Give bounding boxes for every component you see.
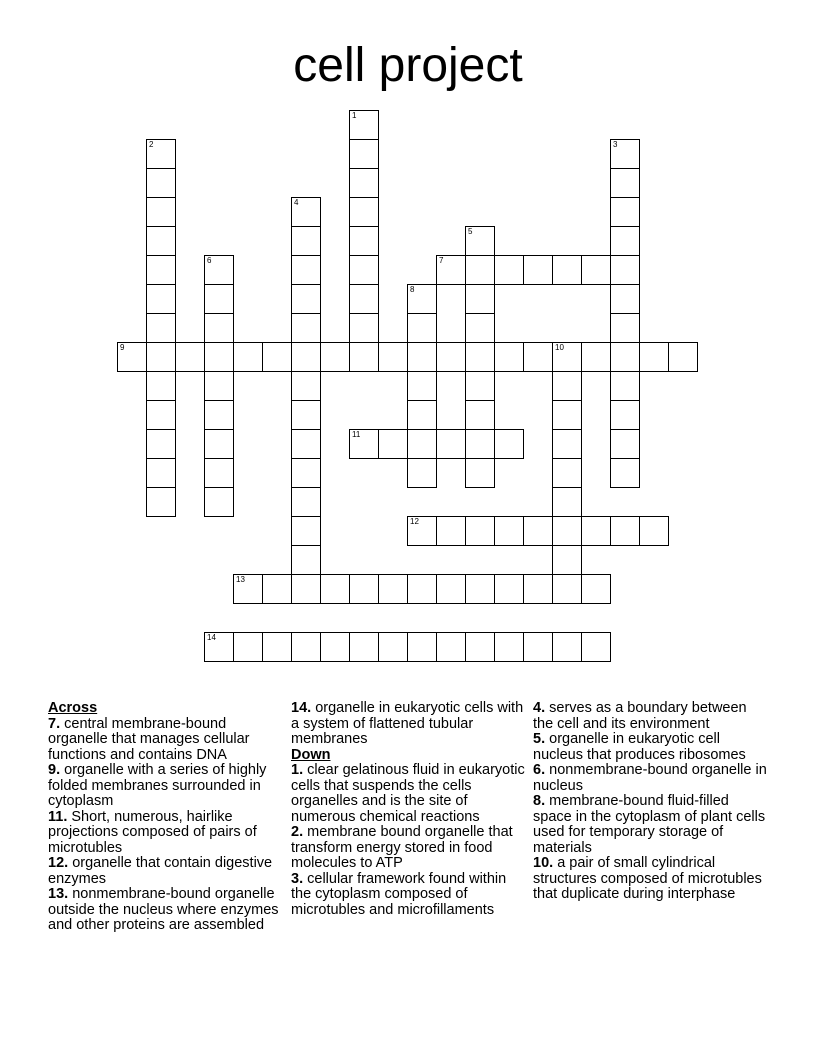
grid-cell[interactable] — [610, 458, 640, 488]
grid-cell[interactable] — [610, 400, 640, 430]
grid-cell[interactable] — [494, 429, 524, 459]
grid-cell[interactable] — [233, 574, 263, 604]
clue-down-1: 1. clear gelatinous fluid in eukaryotic cells that suspends the cells organelles and is the site of numerous chemical reactions — [291, 762, 525, 825]
grid-cell[interactable] — [436, 516, 466, 546]
grid-cell[interactable] — [291, 371, 321, 401]
grid-cell[interactable] — [291, 545, 321, 575]
grid-cell[interactable] — [552, 574, 582, 604]
clues-column-3 — [533, 701, 769, 903]
clue-number: 12 — [410, 517, 419, 526]
grid-cell[interactable] — [204, 255, 234, 285]
grid-cell[interactable] — [523, 516, 553, 546]
grid-cell[interactable] — [610, 168, 640, 198]
grid-cell[interactable] — [349, 226, 379, 256]
grid-cell[interactable] — [320, 342, 350, 372]
grid-cell[interactable] — [146, 458, 176, 488]
grid-cell[interactable] — [494, 342, 524, 372]
grid-cell[interactable] — [204, 284, 234, 314]
grid-cell[interactable] — [204, 342, 234, 372]
grid-cell[interactable] — [291, 400, 321, 430]
grid-cell[interactable] — [204, 487, 234, 517]
grid-cell[interactable] — [552, 255, 582, 285]
grid-cell[interactable] — [291, 255, 321, 285]
grid-cell[interactable] — [407, 516, 437, 546]
grid-cell[interactable] — [465, 255, 495, 285]
grid-cell[interactable] — [378, 574, 408, 604]
clue-number: 5 — [468, 227, 473, 236]
grid-cell[interactable] — [581, 516, 611, 546]
grid-cell[interactable] — [204, 313, 234, 343]
grid-cell[interactable] — [378, 429, 408, 459]
grid-cell[interactable] — [610, 197, 640, 227]
clue-number: 2 — [149, 140, 154, 149]
grid-cell[interactable] — [610, 342, 640, 372]
grid-cell[interactable] — [349, 197, 379, 227]
grid-cell[interactable] — [349, 255, 379, 285]
grid-cell[interactable] — [233, 632, 263, 662]
grid-cell[interactable] — [378, 632, 408, 662]
grid-cell[interactable] — [262, 632, 292, 662]
clue-down-10: 10. a pair of small cylindrical structures composed of microtubles that duplicate during interphase — [533, 855, 762, 902]
grid-cell[interactable] — [146, 284, 176, 314]
grid-cell[interactable] — [407, 458, 437, 488]
grid-cell[interactable] — [552, 516, 582, 546]
grid-cell[interactable] — [610, 284, 640, 314]
grid-cell[interactable] — [204, 400, 234, 430]
grid-cell[interactable] — [581, 342, 611, 372]
grid-cell[interactable] — [291, 458, 321, 488]
grid-cell[interactable] — [407, 632, 437, 662]
clue-across-11: 11. Short, numerous, hairlike projections composed of pairs of microtubles — [48, 808, 257, 856]
grid-cell[interactable] — [552, 545, 582, 575]
grid-cell[interactable] — [146, 197, 176, 227]
grid-cell[interactable] — [407, 284, 437, 314]
grid-cell[interactable] — [610, 139, 640, 169]
clue-across-12: 12. organelle that contain digestive enzymes — [48, 855, 273, 887]
clue-number: 8 — [410, 285, 415, 294]
grid-cell[interactable] — [465, 400, 495, 430]
grid-cell[interactable] — [610, 516, 640, 546]
grid-cell[interactable] — [291, 574, 321, 604]
grid-cell[interactable] — [523, 632, 553, 662]
grid-cell[interactable] — [146, 487, 176, 517]
grid-cell[interactable] — [407, 574, 437, 604]
grid-cell[interactable] — [146, 400, 176, 430]
grid-cell[interactable] — [465, 574, 495, 604]
clue-number: 7 — [439, 256, 444, 265]
grid-cell[interactable] — [378, 342, 408, 372]
grid-cell[interactable] — [552, 632, 582, 662]
grid-cell[interactable] — [146, 226, 176, 256]
grid-cell[interactable] — [146, 429, 176, 459]
grid-cell[interactable] — [610, 255, 640, 285]
grid-cell[interactable] — [233, 342, 263, 372]
grid-cell[interactable] — [436, 574, 466, 604]
grid-cell[interactable] — [204, 458, 234, 488]
clue-down-3: 3. cellular framework found within the cytoplasm composed of microtubles and microfillaments — [291, 870, 507, 918]
grid-cell[interactable] — [320, 632, 350, 662]
grid-cell[interactable] — [465, 284, 495, 314]
clue-number: 13 — [236, 575, 245, 584]
grid-cell[interactable] — [552, 429, 582, 459]
grid-cell[interactable] — [291, 284, 321, 314]
grid-cell[interactable] — [349, 313, 379, 343]
grid-cell[interactable] — [349, 110, 379, 140]
grid-cell[interactable] — [552, 342, 582, 372]
grid-cell[interactable] — [291, 342, 321, 372]
grid-cell[interactable] — [465, 371, 495, 401]
grid-cell[interactable] — [291, 632, 321, 662]
grid-cell[interactable] — [407, 371, 437, 401]
grid-cell[interactable] — [465, 342, 495, 372]
clue-number: 14 — [207, 633, 216, 642]
grid-cell[interactable] — [610, 226, 640, 256]
clue-number: 4 — [294, 198, 299, 207]
grid-cell[interactable] — [465, 429, 495, 459]
grid-cell[interactable] — [639, 342, 669, 372]
grid-cell[interactable] — [610, 313, 640, 343]
grid-cell[interactable] — [581, 574, 611, 604]
grid-cell[interactable] — [146, 342, 176, 372]
grid-cell[interactable] — [204, 632, 234, 662]
clues-column-2 — [291, 701, 527, 918]
grid-cell[interactable] — [494, 574, 524, 604]
clue-number: 3 — [613, 140, 618, 149]
grid-cell[interactable] — [204, 429, 234, 459]
grid-cell[interactable] — [349, 574, 379, 604]
grid-cell[interactable] — [523, 342, 553, 372]
grid-cell[interactable] — [552, 371, 582, 401]
grid-cell[interactable] — [494, 255, 524, 285]
grid-cell[interactable] — [407, 342, 437, 372]
clue-down-5: 5. organelle in eukaryotic cell nucleus that produces ribosomes — [533, 731, 746, 763]
grid-cell[interactable] — [262, 574, 292, 604]
grid-cell[interactable] — [349, 342, 379, 372]
grid-cell[interactable] — [407, 429, 437, 459]
grid-cell[interactable] — [291, 487, 321, 517]
grid-cell[interactable] — [291, 197, 321, 227]
across-heading: Across — [48, 700, 98, 716]
grid-cell[interactable] — [117, 342, 147, 372]
grid-cell[interactable] — [436, 255, 466, 285]
grid-cell[interactable] — [523, 255, 553, 285]
clue-number: 9 — [120, 343, 125, 352]
grid-cell[interactable] — [465, 632, 495, 662]
grid-cell[interactable] — [465, 458, 495, 488]
clue-down-2: 2. membrane bound organelle that transform energy stored in food molecules to ATP — [291, 824, 513, 871]
clue-number: 10 — [555, 343, 564, 352]
grid-cell[interactable] — [262, 342, 292, 372]
grid-cell[interactable] — [639, 516, 669, 546]
clue-number: 6 — [207, 256, 212, 265]
grid-cell[interactable] — [407, 400, 437, 430]
clue-across-14: 14. organelle in eukaryotic cells with a system of flattened tubular membranes — [291, 700, 524, 747]
grid-cell[interactable] — [349, 632, 379, 662]
grid-cell[interactable] — [436, 342, 466, 372]
grid-cell[interactable] — [436, 429, 466, 459]
grid-cell[interactable] — [291, 429, 321, 459]
grid-cell[interactable] — [175, 342, 205, 372]
grid-cell[interactable] — [407, 313, 437, 343]
grid-cell[interactable] — [146, 168, 176, 198]
grid-cell[interactable] — [552, 400, 582, 430]
grid-cell[interactable] — [581, 255, 611, 285]
grid-cell[interactable] — [668, 342, 698, 372]
grid-cell[interactable] — [465, 226, 495, 256]
clue-down-8: 8. membrane-bound fluid-filled space in the cytoplasm of plant cells used for temporary storage of materials — [533, 793, 766, 856]
page-title: cell project — [293, 39, 523, 92]
grid-cell[interactable] — [465, 313, 495, 343]
grid-cell[interactable] — [523, 574, 553, 604]
grid-cell[interactable] — [465, 516, 495, 546]
grid-cell[interactable] — [146, 255, 176, 285]
grid-cell[interactable] — [291, 313, 321, 343]
grid-cell[interactable] — [552, 458, 582, 488]
grid-cell[interactable] — [146, 371, 176, 401]
grid-cell[interactable] — [291, 516, 321, 546]
grid-cell[interactable] — [610, 371, 640, 401]
clue-across-13: 13. nonmembrane-bound organelle outside the nucleus where enzymes and other proteins are assembled — [48, 886, 279, 933]
grid-cell[interactable] — [610, 429, 640, 459]
grid-cell[interactable] — [494, 516, 524, 546]
grid-cell[interactable] — [552, 487, 582, 517]
grid-cell[interactable] — [291, 226, 321, 256]
clue-across-9: 9. organelle with a series of highly folded membranes surrounded in cytoplasm — [48, 762, 267, 809]
grid-cell[interactable] — [349, 284, 379, 314]
clue-number: 11 — [352, 430, 361, 439]
clue-across-7: 7. central membrane-bound organelle that manages cellular functions and contains DNA — [48, 715, 250, 763]
grid-cell[interactable] — [146, 139, 176, 169]
grid-cell[interactable] — [146, 313, 176, 343]
grid-cell[interactable] — [494, 632, 524, 662]
clue-down-4: 4. serves as a boundary between the cell and its environment — [533, 700, 747, 732]
grid-cell[interactable] — [320, 574, 350, 604]
grid-cell[interactable] — [349, 429, 379, 459]
clues-column-1 — [48, 701, 284, 934]
grid-cell[interactable] — [349, 139, 379, 169]
grid-cell[interactable] — [349, 168, 379, 198]
grid-cell[interactable] — [581, 632, 611, 662]
grid-cell[interactable] — [436, 632, 466, 662]
down-heading: Down — [291, 746, 331, 763]
clue-number: 1 — [352, 111, 357, 120]
clue-down-6: 6. nonmembrane-bound organelle in nucleus — [533, 762, 767, 794]
grid-cell[interactable] — [204, 371, 234, 401]
